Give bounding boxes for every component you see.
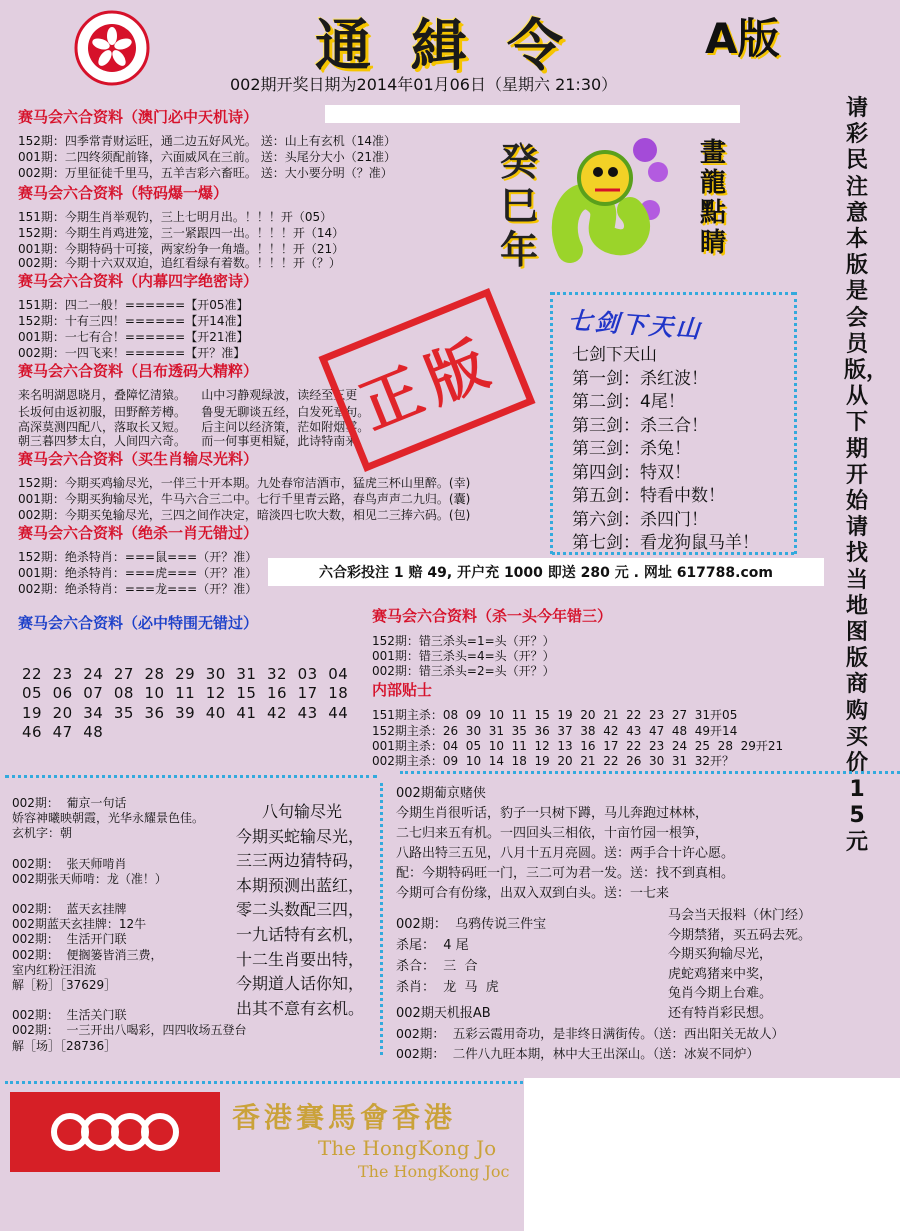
white-bar	[325, 105, 740, 123]
kill-line: 002期：绝杀特肖：===龙===（开？准）	[18, 582, 258, 596]
member-notice: 请彩民注意本版是会员版，从下期开始请找当地图版商购买价15元	[844, 96, 889, 855]
inner-tips-head: 内部贴士	[372, 681, 433, 699]
surround-row: 22 23 24 27 28 29 30 31 32 03 04	[22, 665, 349, 683]
lubu-line: 高深莫测四配八，落取长又短。 后主问以经济策，茫如附烟雾。	[18, 420, 370, 434]
year-text: 癸巳年	[500, 140, 539, 272]
year-label	[500, 140, 546, 272]
macau-line: 152期：四季常青财运旺，通二边五好风光。 送：山上有玄机（14准）	[18, 134, 396, 148]
gamble-line: 二七归来五有机。一四回头三相依，十亩竹园一根笋，	[396, 826, 709, 841]
bl-line: 娇容神曦映朝霞，光华永耀景色佳。	[12, 811, 205, 826]
edition-label: A版	[705, 14, 780, 63]
sword-line: 第一剑：杀红波！	[572, 369, 708, 389]
sword-line: 七剑下天山	[572, 345, 657, 365]
horse-line: 还有特肖彩民想。	[668, 1005, 773, 1021]
bl-line: 002期蓝天玄挂牌：12牛	[12, 917, 147, 932]
ad-banner	[268, 558, 824, 586]
bl-line: 002期： 张天师啃肖	[12, 856, 127, 871]
macau-line: 001期：二四终须配前锋，六面威风在三前。 送：头尾分大小（21准）	[18, 150, 396, 164]
sword-box-top	[552, 292, 794, 295]
sword-line: 第三剑：杀三合！	[572, 416, 708, 436]
secret-line: 002期：一四飞来！======【开？准】	[18, 346, 246, 360]
crow-line: 杀合： 三 合	[396, 959, 478, 974]
poem-line: 今期买蛇输尽光，	[236, 826, 365, 846]
section-head-wrong: 赛马会六合资料（杀一头今年错三）	[372, 607, 613, 625]
page-title: 通緝令	[315, 13, 603, 79]
gamble-line: 今期生肖很听话，豹子一只树下蹲，马儿奔跑过林林，	[396, 806, 709, 821]
section-head-secret: 赛马会六合资料（内幕四字绝密诗）	[18, 272, 259, 290]
lubu-line: 朝三暮四梦太白，人间四六奇。 而一何事更相疑，此诗特南来。	[18, 434, 370, 448]
footer-english-1: The HongKong Jo	[318, 1136, 497, 1160]
kill-line: 001期：绝杀特肖：===虎===（开？准）	[18, 566, 258, 580]
hk-emblem	[74, 10, 150, 86]
section-head-burst: 赛马会六合资料（特码爆一爆）	[18, 184, 229, 202]
bl-line: 002期： 生活关门联	[12, 1008, 127, 1023]
secret-line: 152期：十有三四！======【开14准】	[18, 314, 249, 328]
bottom-divider	[5, 775, 377, 778]
bauhinia-emblem-icon	[74, 10, 150, 86]
tip-line: 002期主杀：09 10 14 18 19 20 21 22 26 30 31 32开？	[372, 754, 735, 768]
section-head-macau: 赛马会六合资料（澳门必中天机诗）	[18, 108, 259, 126]
bl-line: 002期： 生活开门联	[12, 932, 127, 947]
bl-line: 002期： 葡京一句话	[12, 796, 127, 810]
burst-line: 002期：今期十六双双迫，追红看绿有着数。！！！开（？）	[18, 256, 341, 270]
bl-line: 解［场］［28736］	[12, 1038, 117, 1053]
stamp-text: 正版	[350, 325, 507, 444]
bottom-mid-divider	[380, 783, 383, 1055]
poem-block	[236, 800, 378, 1021]
tianji-line: 002期： 五彩云霞用奇功，是非终日满街传。（送：西出阳关无故人）	[396, 1026, 785, 1041]
sword-line: 第五剑：特看中数！	[572, 486, 725, 506]
sword-logo: 七剑下天山	[567, 306, 704, 344]
bl-line: 解［粉］［37629］	[12, 978, 117, 993]
jockey-club-logo	[10, 1092, 220, 1172]
bl-line: 002期： 蓝天玄挂牌	[12, 902, 127, 917]
bl-line: 002期： 一三开出八喝彩，四四收场五登台	[12, 1023, 247, 1038]
burst-line: 151期：今期生肖举观钓，三上七明月出。！！！开（05）	[18, 210, 333, 224]
section-head-surround: 赛马会六合资料（必中特围无错过）	[18, 614, 259, 632]
lubu-line: 来名明湖恩晓月，叠障忆清猿。 山中习静观绿波，读经至三更	[18, 388, 358, 402]
buy-line: 152期：今期买鸡输尽光，一伴三十开本期。九处春帘洁酒市，猛虎三杯山里醉。(幸)	[18, 476, 471, 490]
snake-icon	[550, 130, 670, 280]
jockey-club-emblem-icon	[40, 1102, 190, 1162]
gamble-block	[396, 784, 896, 904]
burst-line: 152期：今期生肖鸡进笼，三一紧跟四一出。！！！开（14）	[18, 226, 345, 240]
horse-line: 今期禁猪，买五码去死。	[668, 927, 812, 943]
tip-line: 151期主杀：08 09 10 11 15 19 20 21 22 23 27 31开05	[372, 708, 738, 722]
snake-illustration	[550, 130, 670, 280]
tianji-line: 002期天机报AB	[396, 1006, 491, 1021]
wrong-line: 001期：错三杀头=4=头（开？）	[372, 649, 555, 663]
section-head-buy: 赛马会六合资料（买生肖输尽光料）	[18, 450, 259, 468]
bl-line: 玄机字：朝	[12, 826, 73, 841]
secret-line: 001期：一七有合！======【开21准】	[18, 330, 249, 344]
horse-line: 马会当天报料（休门经）	[668, 908, 812, 923]
secret-line: 151期：四二一般！======【开05准】	[18, 298, 249, 312]
crow-line: 杀肖： 龙 马 虎	[396, 980, 499, 995]
gamble-line: 八路出特三五见，八月十五月亮圆。送：两手合十许心愿。	[396, 846, 735, 861]
burst-line: 001期：今期特码十可接，两家纷争一角墙。！！！开（21）	[18, 242, 345, 256]
tip-line: 001期主杀：04 05 10 11 12 13 16 17 22 23 24 25 28 29开21	[372, 739, 784, 753]
surround-row: 19 20 34 35 36 39 40 41 42 43 44	[22, 704, 349, 722]
crow-line: 002期： 乌鸦传说三件宝	[396, 917, 547, 932]
section-head-kill: 赛马会六合资料（绝杀一肖无错过）	[18, 524, 259, 542]
poem-line: 今期道人话你知，	[236, 974, 365, 994]
footer-chinese: 香港賽馬會香港	[232, 1101, 457, 1134]
poem-line: 零二头数配三四，	[236, 900, 365, 920]
sword-line: 第七剑：看龙狗鼠马羊！	[572, 533, 759, 553]
horse-line: 兔肖今期上台难。	[668, 986, 773, 1002]
buy-line: 001期：今期买狗输尽光，牛马六合三二中。七行千里青云路，春鸟声声二九归。(囊)	[18, 492, 471, 506]
poem-line: 一九话特有玄机，	[236, 924, 365, 944]
macau-line: 002期：万里征徒千里马，五羊吉彩六畜旺。 送：大小要分明（？准）	[18, 166, 393, 180]
sword-line: 第四剑：特双！	[572, 463, 691, 483]
section-head-lubu: 赛马会六合资料（吕布透码大精粹）	[18, 362, 259, 380]
poem-line: 本期预测出蓝红，	[236, 875, 365, 895]
bl-line: 002期张天师啃：龙（准！）	[12, 871, 167, 886]
footer-white	[524, 1078, 900, 1231]
bottom-divider-right	[400, 771, 900, 774]
bl-line: 002期： 便搁篓皆消三费，	[12, 947, 163, 962]
crow-line: 杀尾： 4 尾	[396, 938, 469, 953]
crow-block	[396, 914, 646, 998]
poem-line: 出其不意有玄机。	[236, 998, 365, 1018]
footer-divider	[5, 1081, 523, 1084]
horse-line: 今期买狗输尽光，	[668, 947, 773, 963]
draw-date: 002期开奖日期为2014年01月06日（星期六 21:30）	[230, 75, 618, 94]
tianji-line: 002期： 二件八九旺本期，林中大王出深山。（送：冰炭不同炉）	[396, 1046, 760, 1061]
sword-box-right	[794, 292, 797, 554]
wrong-line: 002期：错三杀头=2=头（开？）	[372, 664, 555, 678]
sword-line: 第三剑：杀兔！	[572, 439, 691, 459]
lubu-line: 长坂何由返初服，田野醉芳樽。 鲁叟无聊谈五经，白发死章句。	[18, 405, 370, 419]
gamble-line: 配：今期特码旺一门，三二可为君一发。送：找不到真相。	[396, 866, 735, 881]
tip-line: 152期主杀：26 30 31 35 36 37 38 42 43 47 48 49开14	[372, 724, 738, 738]
idiom-label: 畫龍點睛	[700, 138, 727, 258]
poem-line: 十二生肖要出特，	[236, 949, 365, 969]
gamble-line: 今期可合有份缘，出双入双到白头。送：一七来	[396, 886, 670, 901]
sword-line: 第六剑：杀四门！	[572, 510, 708, 530]
kill-line: 152期：绝杀特肖：===鼠===（开？准）	[18, 550, 258, 564]
buy-line: 002期：今期买兔输尽光，三四之间作决定，暗淡四七吹大数，相见二三捧六码。(包)	[18, 508, 471, 522]
surround-row: 05 06 07 08 10 11 12 15 16 17 18	[22, 684, 349, 702]
sword-box-left	[550, 292, 553, 554]
ad-text: 六合彩投注 1 赔 49, 开户充 1000 即送 280 元 . 网址 617788.com	[319, 565, 773, 581]
wrong-line: 152期：错三杀头=1=头（开？）	[372, 634, 555, 648]
tianji-block	[396, 1004, 896, 1064]
poem-line: 三三两边猜特码，	[236, 851, 365, 871]
poem-line: 八句输尽光	[262, 802, 343, 821]
surround-row: 46 47 48	[22, 723, 104, 741]
sword-line: 第二剑：4尾！	[572, 392, 685, 412]
horse-line: 虎蛇鸡猪来中奖，	[668, 966, 773, 982]
gamble-line: 002期葡京赌侠	[396, 786, 486, 801]
footer-english-2: The HongKong Joc	[358, 1162, 510, 1181]
bl-line: 室内红粉汪泪流	[12, 962, 97, 977]
